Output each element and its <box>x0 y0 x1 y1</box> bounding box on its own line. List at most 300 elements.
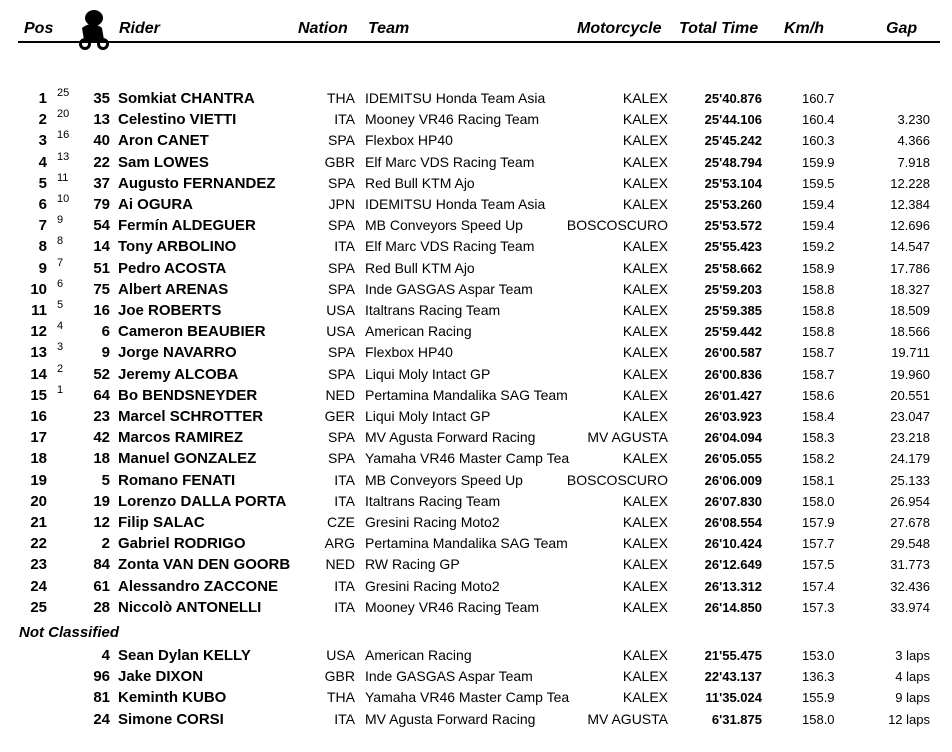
cell-points: 6 <box>57 277 64 290</box>
table-row <box>0 554 952 575</box>
cell-rider-name: Keminth KUBO <box>118 689 227 707</box>
table-row <box>0 385 952 406</box>
cell-points: 9 <box>57 214 64 227</box>
cell-motorcycle: KALEX <box>622 90 668 106</box>
cell-rider-name: Aron CANET <box>118 132 209 150</box>
cell-rider-name: Jorge NAVARRO <box>118 344 237 362</box>
cell-position: 10 <box>30 280 47 298</box>
cell-rider-name: Ai OGURA <box>118 196 193 213</box>
cell-nation: SPA <box>328 344 355 361</box>
cell-speed-kmh: 158.0 <box>802 711 835 727</box>
table-row <box>0 645 952 666</box>
cell-rider-name: Filip SALAC <box>118 514 205 531</box>
cell-speed-kmh: 158.7 <box>802 366 835 382</box>
cell-total-time: 26'08.554 <box>704 515 762 530</box>
header-gap: Gap <box>886 20 918 37</box>
cell-total-time: 26'12.649 <box>704 557 762 573</box>
cell-nation: SPA <box>328 174 355 191</box>
cell-nation: ARG <box>324 535 355 552</box>
cell-rider-name: Niccolò ANTONELLI <box>118 598 262 616</box>
cell-motorcycle: KALEX <box>622 174 668 191</box>
cell-gap: 33.974 <box>890 599 930 615</box>
cell-rider-name: Zonta VAN DEN GOORB <box>118 556 291 574</box>
table-row <box>0 533 952 554</box>
table-row <box>0 342 952 363</box>
cell-speed-kmh: 158.8 <box>802 303 835 318</box>
cell-nation: ITA <box>334 577 355 594</box>
cell-motorcycle: KALEX <box>622 492 668 509</box>
cell-points: 11 <box>57 171 69 184</box>
header-nation: Nation <box>298 20 348 37</box>
cell-total-time: 25'44.106 <box>704 112 762 128</box>
cell-rider-number: 9 <box>101 344 110 362</box>
cell-position: 20 <box>30 492 47 510</box>
cell-total-time: 25'58.662 <box>704 260 762 276</box>
cell-team: IDEMITSU Honda Team Asia <box>365 196 546 212</box>
cell-rider-name: Alessandro ZACCONE <box>118 577 279 595</box>
cell-rider-number: 4 <box>101 647 110 664</box>
cell-rider-number: 12 <box>93 514 110 531</box>
cell-speed-kmh: 157.5 <box>802 557 835 573</box>
cell-total-time: 25'59.203 <box>704 281 762 297</box>
table-row <box>0 300 952 321</box>
cell-total-time: 25'59.442 <box>704 324 762 340</box>
cell-nation: ITA <box>334 111 355 128</box>
cell-nation: CZE <box>327 514 355 530</box>
cell-gap: 32.436 <box>890 578 930 594</box>
cell-position: 1 <box>38 90 47 107</box>
table-row <box>0 109 952 130</box>
cell-nation: SPA <box>328 450 355 467</box>
cell-total-time: 26'05.055 <box>704 451 762 467</box>
table-row <box>0 236 952 257</box>
cell-gap: 27.678 <box>890 515 930 530</box>
cell-gap: 23.047 <box>890 409 930 424</box>
cell-position: 22 <box>30 535 47 553</box>
cell-rider-number: 79 <box>93 196 110 213</box>
cell-nation: GER <box>324 408 355 424</box>
cell-rider-number: 52 <box>93 365 110 383</box>
cell-gap: 23.218 <box>890 430 930 446</box>
cell-rider-name: Bo BENDSNEYDER <box>118 386 258 404</box>
cell-speed-kmh: 155.9 <box>802 690 835 706</box>
cell-position: 13 <box>30 344 47 362</box>
cell-gap: 29.548 <box>890 536 930 552</box>
cell-nation: SPA <box>328 365 355 382</box>
table-row <box>0 491 952 512</box>
cell-motorcycle: KALEX <box>622 647 668 663</box>
table-row <box>0 687 952 708</box>
cell-rider-name: Somkiat CHANTRA <box>118 90 255 107</box>
cell-rider-name: Albert ARENAS <box>118 280 229 298</box>
cell-total-time: 25'53.260 <box>704 197 762 212</box>
cell-points: 2 <box>57 362 64 375</box>
cell-position: 7 <box>38 217 47 235</box>
cell-motorcycle: KALEX <box>622 111 668 128</box>
cell-rider-number: 75 <box>93 280 110 298</box>
cell-gap: 12.384 <box>890 197 930 212</box>
cell-motorcycle: KALEX <box>622 238 668 255</box>
cell-position: 25 <box>30 598 47 616</box>
cell-team: RW Racing GP <box>365 556 460 573</box>
cell-rider-number: 61 <box>93 577 110 595</box>
cell-rider-number: 35 <box>93 90 110 107</box>
table-row <box>0 321 952 342</box>
cell-nation: USA <box>326 302 355 318</box>
table-row <box>0 576 952 597</box>
header-pos: Pos <box>24 20 54 37</box>
cell-gap: 4 laps <box>895 669 930 685</box>
cell-points: 1 <box>57 383 64 396</box>
cell-team: Pertamina Mandalika SAG Team <box>365 535 568 552</box>
table-row <box>0 448 952 469</box>
cell-gap: 24.179 <box>890 451 930 467</box>
cell-rider-name: Jake DIXON <box>118 668 204 686</box>
cell-team: Flexbox HP40 <box>365 132 453 149</box>
cell-nation: THA <box>327 90 355 106</box>
cell-rider-number: 96 <box>93 668 110 686</box>
cell-rider-number: 16 <box>93 302 110 319</box>
cell-points: 20 <box>57 108 70 121</box>
table-row <box>0 130 952 151</box>
cell-rider-number: 24 <box>93 710 110 728</box>
cell-motorcycle: BOSCOSCURO <box>566 471 668 488</box>
cell-gap: 4.366 <box>897 133 930 149</box>
cell-position: 15 <box>30 386 47 404</box>
cell-rider-name: Augusto FERNANDEZ <box>118 174 276 192</box>
cell-total-time: 25'53.104 <box>704 175 762 191</box>
cell-total-time: 26'01.427 <box>704 387 762 403</box>
cell-total-time: 25'48.794 <box>704 154 762 170</box>
cell-points: 8 <box>57 235 64 248</box>
cell-motorcycle: MV AGUSTA <box>587 710 668 727</box>
cell-total-time: 26'13.312 <box>704 578 762 594</box>
cell-gap: 12.696 <box>890 218 930 234</box>
cell-speed-kmh: 160.3 <box>802 133 835 149</box>
cell-nation: GBR <box>324 153 355 170</box>
cell-gap: 25.133 <box>890 472 930 488</box>
cell-total-time: 26'00.587 <box>704 345 762 361</box>
cell-speed-kmh: 159.9 <box>802 154 835 170</box>
table-row <box>0 152 952 173</box>
cell-rider-name: Romano FENATI <box>118 471 236 489</box>
cell-speed-kmh: 158.6 <box>802 387 835 403</box>
cell-total-time: 11'35.024 <box>705 690 762 706</box>
cell-points: 16 <box>57 129 70 142</box>
cell-speed-kmh: 160.7 <box>802 91 835 106</box>
cell-rider-number: 54 <box>93 217 110 235</box>
table-row <box>0 427 952 448</box>
cell-team: Elf Marc VDS Racing Team <box>365 238 535 255</box>
table-row <box>0 709 952 730</box>
cell-rider-number: 5 <box>101 471 110 489</box>
cell-speed-kmh: 158.8 <box>802 281 835 297</box>
cell-rider-name: Sam LOWES <box>118 153 209 171</box>
not-classified-label: Not Classified <box>19 624 120 641</box>
cell-rider-name: Sean Dylan KELLY <box>118 647 251 664</box>
cell-position: 24 <box>30 577 47 595</box>
cell-rider-name: Joe ROBERTS <box>118 302 222 319</box>
cell-team: Yamaha VR46 Master Camp Tea <box>365 689 570 706</box>
cell-gap: 18.327 <box>890 281 930 297</box>
cell-motorcycle: KALEX <box>622 365 668 382</box>
cell-speed-kmh: 158.0 <box>802 493 835 509</box>
cell-position: 19 <box>30 471 47 489</box>
cell-position: 18 <box>30 450 47 468</box>
cell-speed-kmh: 153.0 <box>802 648 835 663</box>
cell-rider-name: Manuel GONZALEZ <box>118 450 257 468</box>
cell-points: 10 <box>57 193 70 205</box>
cell-total-time: 25'55.423 <box>704 239 762 255</box>
cell-team: MV Agusta Forward Racing <box>365 710 536 727</box>
cell-nation: ITA <box>334 710 355 727</box>
header-total-time: Total Time <box>679 20 759 37</box>
cell-team: American Racing <box>365 323 472 340</box>
cell-nation: USA <box>326 323 355 340</box>
cell-total-time: 25'53.572 <box>704 218 762 234</box>
cell-team: Inde GASGAS Aspar Team <box>365 668 533 685</box>
table-row <box>0 279 952 300</box>
cell-team: Elf Marc VDS Racing Team <box>365 153 535 170</box>
cell-position: 16 <box>30 408 47 425</box>
cell-nation: SPA <box>328 429 355 446</box>
cell-team: Liqui Moly Intact GP <box>365 365 491 382</box>
cell-team: American Racing <box>365 647 472 663</box>
cell-nation: ITA <box>334 471 355 488</box>
cell-total-time: 25'59.385 <box>704 303 762 318</box>
cell-position: 14 <box>30 365 47 383</box>
cell-total-time: 26'14.850 <box>704 599 762 615</box>
cell-position: 11 <box>31 302 47 319</box>
cell-team: Gresini Racing Moto2 <box>365 514 500 530</box>
cell-team: MB Conveyors Speed Up <box>365 217 523 234</box>
cell-rider-number: 14 <box>93 238 110 256</box>
cell-speed-kmh: 157.7 <box>802 536 835 552</box>
cell-rider-name: Lorenzo DALLA PORTA <box>118 492 287 510</box>
table-row <box>0 364 952 385</box>
cell-team: Red Bull KTM Ajo <box>365 174 475 191</box>
cell-motorcycle: KALEX <box>622 535 668 552</box>
cell-total-time: 21'55.475 <box>704 648 762 663</box>
cell-position: 5 <box>38 174 47 192</box>
cell-speed-kmh: 157.9 <box>802 515 835 530</box>
cell-motorcycle: KALEX <box>622 598 668 615</box>
cell-position: 23 <box>30 556 47 574</box>
cell-position: 21 <box>30 514 47 531</box>
cell-nation: GBR <box>324 668 355 685</box>
table-row <box>0 258 952 279</box>
table-row <box>0 666 952 687</box>
cell-rider-name: Fermín ALDEGUER <box>118 217 256 235</box>
cell-nation: NED <box>325 386 355 403</box>
cell-points: 13 <box>57 150 70 163</box>
cell-team: Mooney VR46 Racing Team <box>365 111 540 128</box>
cell-position: 4 <box>38 153 47 171</box>
cell-team: MB Conveyors Speed Up <box>365 471 523 488</box>
cell-gap: 9 laps <box>895 690 930 706</box>
cell-rider-number: 28 <box>93 598 110 616</box>
header-motorcycle: Motorcycle <box>577 20 662 37</box>
cell-total-time: 26'03.923 <box>704 409 762 424</box>
header-team: Team <box>368 20 410 37</box>
cell-speed-kmh: 158.2 <box>802 451 835 467</box>
cell-position: 9 <box>38 259 47 277</box>
cell-speed-kmh: 159.4 <box>802 218 835 234</box>
cell-team: Liqui Moly Intact GP <box>365 408 491 424</box>
cell-speed-kmh: 160.4 <box>802 112 835 128</box>
cell-nation: ITA <box>334 492 355 509</box>
cell-rider-number: 51 <box>93 259 110 277</box>
cell-gap: 12.228 <box>890 175 930 191</box>
cell-points: 25 <box>57 87 70 99</box>
cell-team: MV Agusta Forward Racing <box>365 429 536 446</box>
table-row <box>0 194 952 215</box>
cell-total-time: 6'31.875 <box>711 711 762 727</box>
cell-motorcycle: KALEX <box>622 386 668 403</box>
cell-speed-kmh: 159.4 <box>802 197 835 212</box>
cell-rider-name: Gabriel RODRIGO <box>118 535 246 553</box>
cell-team: Mooney VR46 Racing Team <box>365 598 540 615</box>
cell-nation: ITA <box>334 598 355 615</box>
cell-rider-number: 64 <box>93 386 110 404</box>
cell-motorcycle: KALEX <box>622 408 668 424</box>
cell-rider-number: 19 <box>93 492 110 510</box>
cell-motorcycle: MV AGUSTA <box>587 429 668 446</box>
rider-logo-icon <box>72 6 112 52</box>
cell-speed-kmh: 158.3 <box>802 430 835 446</box>
cell-speed-kmh: 158.7 <box>802 345 835 361</box>
cell-total-time: 26'07.830 <box>704 493 762 509</box>
cell-motorcycle: KALEX <box>622 196 668 212</box>
cell-total-time: 26'04.094 <box>704 430 762 446</box>
cell-gap: 20.551 <box>890 387 930 403</box>
table-header <box>0 0 952 44</box>
cell-team: Italtrans Racing Team <box>365 302 501 318</box>
cell-total-time: 22'43.137 <box>704 669 762 685</box>
cell-motorcycle: KALEX <box>622 153 668 170</box>
cell-nation: SPA <box>328 132 355 149</box>
cell-motorcycle: KALEX <box>622 689 668 706</box>
cell-motorcycle: KALEX <box>622 302 668 318</box>
cell-gap: 14.547 <box>890 239 930 255</box>
cell-rider-name: Jeremy ALCOBA <box>118 365 239 383</box>
cell-points: 7 <box>57 256 64 269</box>
table-row <box>0 512 952 533</box>
cell-position: 3 <box>38 132 47 150</box>
cell-nation: SPA <box>328 280 355 297</box>
cell-gap: 19.711 <box>891 345 930 361</box>
table-row <box>0 597 952 618</box>
cell-speed-kmh: 158.1 <box>802 472 835 488</box>
cell-rider-name: Cameron BEAUBIER <box>118 323 266 341</box>
cell-position: 6 <box>38 196 47 213</box>
cell-rider-name: Tony ARBOLINO <box>118 238 237 256</box>
cell-motorcycle: KALEX <box>622 323 668 340</box>
cell-gap: 7.918 <box>897 154 930 170</box>
cell-team: Inde GASGAS Aspar Team <box>365 280 533 297</box>
cell-speed-kmh: 158.4 <box>802 409 835 424</box>
cell-motorcycle: KALEX <box>622 577 668 594</box>
cell-gap: 17.786 <box>890 260 930 276</box>
cell-position: 2 <box>38 111 47 129</box>
cell-position: 17 <box>30 429 47 447</box>
cell-total-time: 26'00.836 <box>704 366 762 382</box>
cell-gap: 26.954 <box>890 493 930 509</box>
cell-rider-name: Celestino VIETTI <box>118 111 237 129</box>
cell-motorcycle: KALEX <box>622 450 668 467</box>
cell-rider-number: 42 <box>93 429 110 447</box>
cell-rider-name: Marcel SCHROTTER <box>118 408 264 425</box>
cell-motorcycle: KALEX <box>622 132 668 149</box>
cell-gap: 3 laps <box>895 648 930 663</box>
cell-rider-number: 22 <box>93 153 110 171</box>
cell-points: 3 <box>57 341 64 354</box>
cell-team: Gresini Racing Moto2 <box>365 577 500 594</box>
cell-rider-number: 6 <box>101 323 110 341</box>
table-row <box>0 406 952 427</box>
table-row <box>0 470 952 491</box>
cell-motorcycle: KALEX <box>622 668 668 685</box>
cell-rider-number: 2 <box>101 535 110 553</box>
table-row <box>0 173 952 194</box>
cell-speed-kmh: 159.5 <box>802 175 835 191</box>
cell-speed-kmh: 136.3 <box>802 669 835 685</box>
header-rider: Rider <box>119 20 160 37</box>
cell-motorcycle: KALEX <box>622 280 668 297</box>
cell-rider-number: 37 <box>93 174 110 192</box>
cell-total-time: 25'45.242 <box>704 133 762 149</box>
cell-rider-number: 18 <box>93 450 110 468</box>
cell-gap: 18.509 <box>890 303 930 318</box>
cell-speed-kmh: 157.3 <box>802 599 835 615</box>
header-kmh: Km/h <box>784 20 824 37</box>
cell-speed-kmh: 157.4 <box>802 578 835 594</box>
cell-gap: 31.773 <box>890 557 930 573</box>
cell-total-time: 25'40.876 <box>704 91 762 106</box>
cell-motorcycle: KALEX <box>622 344 668 361</box>
cell-total-time: 26'06.009 <box>704 472 762 488</box>
cell-rider-number: 23 <box>93 408 110 425</box>
cell-points: 4 <box>57 320 64 333</box>
cell-team: IDEMITSU Honda Team Asia <box>365 90 546 106</box>
cell-nation: SPA <box>328 217 355 234</box>
table-row <box>0 88 952 109</box>
cell-rider-number: 40 <box>93 132 110 150</box>
cell-team: Pertamina Mandalika SAG Team <box>365 386 568 403</box>
cell-gap: 3.230 <box>897 112 930 128</box>
cell-rider-number: 81 <box>93 689 110 707</box>
cell-nation: USA <box>326 647 355 663</box>
cell-motorcycle: KALEX <box>622 514 668 530</box>
cell-position: 12 <box>30 323 47 341</box>
cell-gap: 12 laps <box>888 711 930 727</box>
cell-motorcycle: KALEX <box>622 259 668 276</box>
cell-motorcycle: KALEX <box>622 556 668 573</box>
cell-position: 8 <box>38 238 47 256</box>
cell-motorcycle: BOSCOSCURO <box>566 217 668 234</box>
header-divider <box>18 41 940 43</box>
cell-rider-number: 84 <box>93 556 110 574</box>
cell-speed-kmh: 159.2 <box>802 239 835 255</box>
cell-nation: NED <box>325 556 355 573</box>
cell-team: Yamaha VR46 Master Camp Tea <box>365 450 570 467</box>
cell-speed-kmh: 158.9 <box>802 260 835 276</box>
cell-speed-kmh: 158.8 <box>802 324 835 340</box>
cell-nation: JPN <box>328 196 355 212</box>
cell-team: Red Bull KTM Ajo <box>365 259 475 276</box>
cell-gap: 18.566 <box>890 324 930 340</box>
cell-rider-name: Marcos RAMIREZ <box>118 429 244 447</box>
